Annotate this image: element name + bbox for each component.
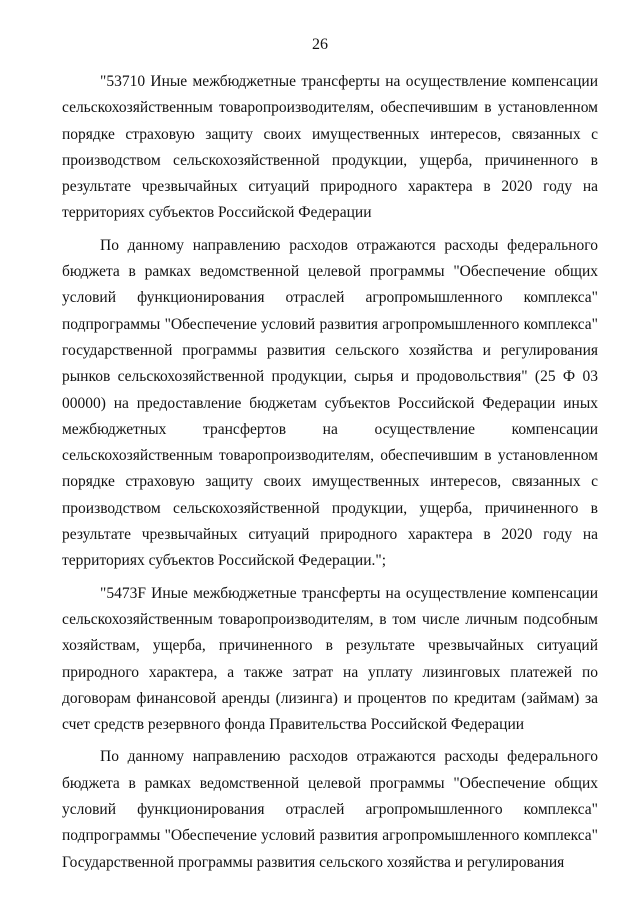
paragraph-53710-description: По данному направлению расходов отражаются расходы федерального бюджета в рамках ведомственной целевой программы "Обеспечение общих условий функционирования отраслей агропромышленного комплекса" подпрограммы "Обеспечение условий развития агропромышленного комплекса" государственной программы развития сельского хозяйства и регулирования рынков сельскохозяйственной продукции, сырья и продовольствия" (25 Ф 03 00000) на предоставление бюджетам субъектов Российской Федерации иных межбюджетных трансфертов на осуществление компенсации сельскохозяйственным товаропроизводителям, обеспечившим в установленном порядке страховую защиту своих имущественных интересов, связанных с производством сельскохозяйственной продукции, ущерба, причиненного в результате чрезвычайных ситуаций природного характера в 2020 году на территориях субъектов Российской Федерации."; (62, 236, 598, 570)
paragraph-5473f-description: По данному направлению расходов отражаются расходы федерального бюджета в рамках ведомственной целевой программы "Обеспечение общих условий функционирования отраслей агропромышленного комплекса" подпрограммы "Обеспечение условий развития агропромышленного комплекса" Государственной программы развития сельского хозяйства и регулирования (62, 748, 598, 871)
page-number: 26 (312, 36, 328, 53)
document-body (62, 69, 598, 882)
paragraph-53710-heading: "53710 Иные межбюджетные трансферты на осуществление компенсации сельскохозяйственным товаропроизводителям, обеспечившим в установленном порядке страховую защиту своих имущественных интересов, связанных с производством сельскохозяйственной продукции, ущерба, причиненного в результате чрезвычайных ситуаций природного характера в 2020 году на территориях субъектов Российской Федерации (62, 73, 598, 222)
paragraph-5473f-heading: "5473F Иные межбюджетные трансферты на осуществление компенсации сельскохозяйственным товаропроизводителям, в том числе личным подсобным хозяйствам, ущерба, причиненного в результате чрезвычайных ситуаций природного характера, а также затрат на уплату лизинговых платежей по договорам финансовой аренды (лизинга) и процентов по кредитам (займам) за счет средств резервного фонда Правительства Российской Федерации (62, 584, 598, 734)
